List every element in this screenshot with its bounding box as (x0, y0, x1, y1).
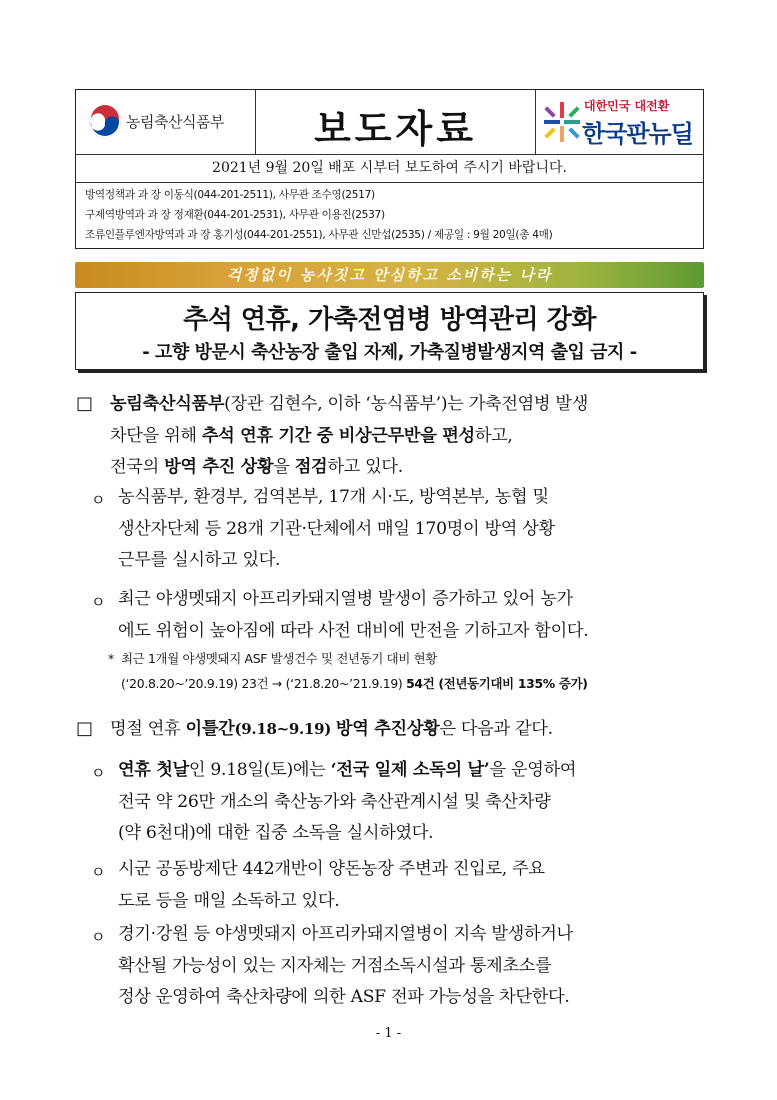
contact-line: 조류인플루엔자방역과 과 장 홍기성(044-201-2551), 사무관 신만섭(2535) / 제공일 : 9월 20일(총 4매) (85, 229, 553, 241)
ministry-logo-cell (76, 90, 256, 154)
paragraph-2 (110, 714, 704, 746)
text-line: 연휴 첫날인 9.18일(토)에는 ‘전국 일제 소독의 날’을 운영하여 (118, 760, 577, 780)
footnote (121, 646, 588, 696)
text-line: 에도 위험이 높아짐에 따라 사전 대비에 만전을 기하고자 함이다. (118, 620, 589, 641)
headline-box (75, 292, 704, 370)
contact-line: 방역정책과 과 장 이동식(044-201-2511), 사무관 조수영(2517) (85, 189, 375, 201)
text-line: 차단을 위해 추석 연휴 기간 중 비상근무반을 편성하고, (110, 425, 513, 446)
paragraph-2a (118, 755, 704, 850)
embargo-notice: 2021년 9월 20일 배포 시부터 보도하여 주시기 바랍니다. (76, 154, 703, 183)
press-release-title: 보도자료 (314, 107, 477, 151)
paragraph-1a (118, 482, 704, 577)
header-top-row (76, 90, 703, 155)
ministry-name: 농림축산식품부 (126, 113, 224, 131)
text-line: 경기·강원 등 야생멧돼지 아프리카돼지열병이 지속 발생하거나 (118, 924, 573, 944)
text-line: 시군 공동방제단 442개반이 양돈농장 주변과 진입로, 주요 (118, 859, 545, 879)
circle-bullet: ㅇ (91, 863, 106, 881)
slogan-banner (75, 262, 704, 288)
press-header (75, 89, 704, 249)
text-line: 농림축산식품부(장관 김현수, 이하 ‘농식품부’)는 가축전염병 발생 (110, 394, 589, 414)
newdeal-tagline: 대한민국 대전환 (584, 99, 670, 113)
note-line: 최근 1개월 야생멧돼지 ASF 발생건수 및 전년동기 대비 현황 (121, 651, 437, 666)
circle-bullet: ㅇ (91, 764, 106, 782)
text-line: 농식품부, 환경부, 검역본부, 17개 시·도, 방역본부, 농협 및 (118, 487, 549, 507)
page-number: - 1 - (375, 1026, 402, 1041)
paragraph-1 (110, 389, 704, 484)
paragraph-2c (118, 919, 704, 1014)
text-line: (약 6천대)에 대한 집중 소독을 실시하였다. (118, 823, 434, 843)
circle-bullet: ㅇ (91, 491, 106, 509)
press-title-cell (256, 90, 535, 154)
text-line: 명절 연휴 이틀간(9.18~9.19) 방역 추진상황은 다음과 같다. (110, 719, 553, 739)
contact-list (85, 185, 703, 245)
paragraph-1b (118, 584, 704, 647)
text-line: 근무를 실시하고 있다. (118, 550, 281, 570)
text-line: 생산자단체 등 28개 기관·단체에서 매일 170명이 방역 상황 (118, 518, 555, 539)
text-line: 정상 운영하여 축산차량에 의한 ASF 전파 가능성을 차단한다. (118, 987, 570, 1007)
taegeuk-emblem-icon (88, 105, 122, 139)
box-bullet: □ (76, 718, 94, 739)
slogan-text: 걱정없이 농사짓고 안심하고 소비하는 나라 (226, 266, 553, 284)
text-line: 도로 등을 매일 소독하고 있다. (118, 890, 340, 911)
text-line: 전국 약 26만 개소의 축산농가와 축산관계시설 및 축산차량 (118, 791, 551, 812)
text-line: 확산될 가능성이 있는 지자체는 거점소독시설과 통제초소를 (118, 955, 552, 976)
newdeal-star-icon (542, 100, 582, 144)
newdeal-name: 한국판뉴딜 (582, 120, 693, 148)
contact-line: 구제역방역과 과 장 정재환(044-201-2531), 사무관 이용진(2537) (85, 209, 385, 221)
text-line: 최근 야생멧돼지 아프리카돼지열병 발생이 증가하고 있어 농가 (118, 589, 573, 609)
note-line: (‘20.8.20~’20.9.19) 23건 → (‘21.8.20~’21.9.19) 54건 (전년동기대비 135% 증가) (121, 676, 588, 691)
text-line: 전국의 방역 추진 상황을 점검하고 있다. (110, 457, 403, 477)
circle-bullet: ㅇ (91, 593, 106, 611)
headline-title: 추석 연휴, 가축전염병 방역관리 강화 (183, 305, 596, 335)
headline-subtitle: - 고향 방문시 축산농장 출입 자제, 가축질병발생지역 출입 금지 - (142, 342, 637, 363)
box-bullet: □ (76, 393, 94, 414)
newdeal-logo-cell (535, 90, 703, 154)
paragraph-2b (118, 854, 704, 917)
note-star: * (108, 651, 114, 666)
circle-bullet: ㅇ (91, 928, 106, 946)
